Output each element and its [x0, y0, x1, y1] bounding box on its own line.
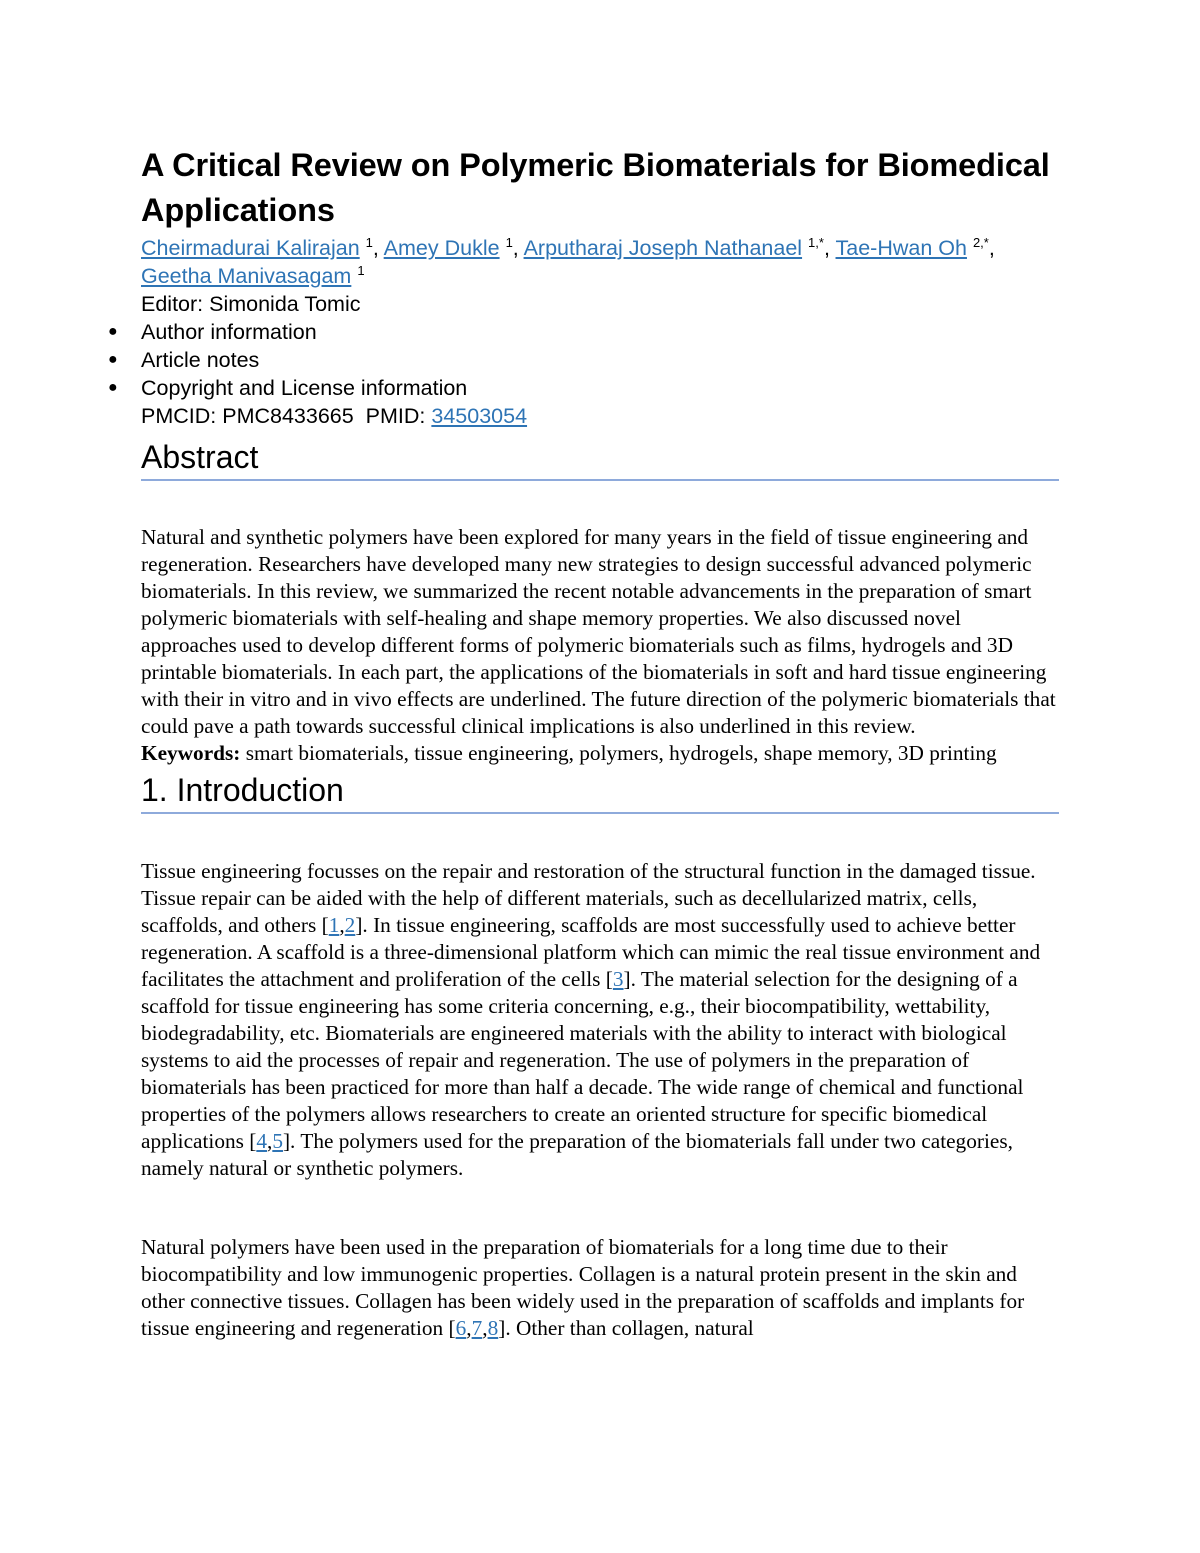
paragraph-text: Tissue engineering focusses on the repair and restoration of the structural function in the damaged tissue. Tissue repair can be aided with the help of different materials, such as decellularized matrix, cells, scaffolds, and others [ [141, 859, 1036, 937]
meta-item-label: Author information [141, 320, 317, 344]
meta-item-label: Article notes [141, 348, 260, 372]
bullet-icon: ● [108, 351, 118, 368]
introduction-paragraph: Tissue engineering focusses on the repair and restoration of the structural function in the damaged tissue. Tissue repair can be aided with the help of different materials, such as decellularized matrix, cells, scaffolds, and others [1,2]. In tissue engineering, scaffolds are most successfully used to achieve better regeneration. A scaffold is a three-dimensional platform which can mimic the real tissue environment and facilitates the attachment and proliferation of the cells [3]. The material selection for the designing of a scaffold for tissue engineering has some criteria concerning, e.g., their biocompatibility, wettability, biodegradability, etc. Biomaterials are engineered materials with the ability to interact with biological systems to aid the processes of repair and regeneration. The use of polymers in the preparation of biomaterials has been practiced for more than half a decade. The wide range of chemical and functional properties of the polymers allows researchers to create an oriented structure for specific biomedical applications [4,5]. The polymers used for the preparation of the biomaterials fall under two categories, namely natural or synthetic polymers. [141, 859, 1041, 1180]
meta-item-label: Copyright and License information [141, 376, 468, 400]
bullet-icon: ● [108, 323, 118, 340]
paragraph-text: ]. The material selection for the designing of a scaffold for tissue engineering has some criteria concerning, e.g., their biocompatibility, wettability, biodegradability, etc. Biomaterials are engineered materials with the ability to interact with biological systems to aid the processes of repair and regeneration. The use of polymers in the preparation of biomaterials has been practiced for more than half a decade. The wide range of chemical and functional properties of the polymers allows researchers to create an oriented structure for specific biomedical applications [ [141, 967, 1024, 1153]
article-title: A Critical Review on Polymeric Biomaterials for Biomedical Applications [141, 147, 1050, 228]
citation-link[interactable]: 2 [344, 913, 356, 937]
citation-link[interactable]: 1 [328, 913, 340, 937]
editor-line: Editor: Simonida Tomic [141, 292, 361, 316]
pmcid: PMCID: PMC8433665 [141, 404, 354, 428]
author-affiliation: 1 [357, 263, 365, 278]
author-information-item[interactable] [108, 318, 1059, 346]
pmid-link[interactable]: 34503054 [431, 404, 528, 428]
author-affiliation: 1 [505, 235, 513, 250]
citation-link[interactable]: 4 [256, 1129, 267, 1153]
citation-link[interactable]: 7 [471, 1316, 483, 1340]
article-notes-item[interactable] [108, 346, 1059, 374]
citation-link[interactable]: 5 [272, 1129, 283, 1153]
article-ids [141, 402, 1059, 430]
author-affiliation: 1,* [808, 235, 824, 250]
citation-link[interactable]: 3 [612, 967, 624, 991]
introduction-heading: 1. Introduction [141, 770, 1059, 814]
abstract-text: Natural and synthetic polymers have been explored for many years in the field of tissue engineering and regeneration. Researchers have developed many new strategies to design successful advanced polymeric biomaterials. In this review, we summarized the recent notable advancements in the preparation of smart polymeric biomaterials with self-healing and shape memory properties. We also discussed novel approaches used to develop different forms of polymeric biomaterials such as films, hydrogels and 3D printable biomaterials. In each part, the applications of the biomaterials in soft and hard tissue engineering with their in vitro and in vivo effects are underlined. The future direction of the polymeric biomaterials that could pave a path towards successful clinical implications is also underlined in this review. [141, 525, 1056, 738]
keywords-label: Keywords: [141, 741, 241, 765]
paragraph-text: ]. The polymers used for the preparation of the biomaterials fall under two categories, namely natural or synthetic polymers. [141, 1129, 1013, 1180]
bullet-icon: ● [108, 379, 118, 396]
author-affiliation: 1 [365, 235, 373, 250]
article-meta-list [108, 318, 1059, 402]
document-page [108, 143, 1059, 1342]
author-link[interactable]: Cheirmadurai Kalirajan [141, 236, 360, 260]
author-link[interactable]: Tae-Hwan Oh [835, 236, 967, 260]
citation-link[interactable]: 8 [487, 1316, 499, 1340]
citation-link[interactable]: 6 [455, 1316, 467, 1340]
paragraph-text: ]. Other than collagen, natural [498, 1316, 754, 1340]
introduction-paragraph: Natural polymers have been used in the preparation of biomaterials for a long time due to their biocompatibility and low immunogenic properties. Collagen is a natural protein present in the skin and other connective tissues. Collagen has been widely used in the preparation of scaffolds and implants for tissue engineering and regeneration [6,7,8]. Other than collagen, natural [141, 1235, 1025, 1340]
author-link[interactable]: Amey Dukle [383, 236, 500, 260]
pmid-label: PMID: [365, 404, 426, 428]
author-list: Cheirmadurai Kalirajan $^1$, Amey Dukle $^1$, Arputharaj Joseph Nathanael $^{1,*}$, Tae-Hwan Oh $^{2,*}$, Geetha Manivasagam $^1$ [141, 235, 995, 288]
paragraph-text: Natural polymers have been used in the preparation of biomaterials for a long time due to their biocompatibility and low immunogenic properties. Collagen is a natural protein present in the skin and other connective tissues. Collagen has been widely used in the preparation of scaffolds and implants for tissue engineering and regeneration [ [141, 1235, 1025, 1340]
author-link[interactable]: Geetha Manivasagam [141, 264, 352, 288]
copyright-license-item[interactable] [108, 374, 1059, 402]
abstract-heading: Abstract [141, 437, 1059, 481]
keywords-list: smart biomaterials, tissue engineering, polymers, hydrogels, shape memory, 3D printing [245, 741, 997, 765]
author-affiliation: 2,* [972, 235, 989, 250]
author-link[interactable]: Arputharaj Joseph Nathanael [523, 236, 803, 260]
keywords [141, 740, 1059, 767]
paragraph-text: ]. In tissue engineering, scaffolds are most successfully used to achieve better regeneration. A scaffold is a three-dimensional platform which can mimic the real tissue environment and facilitates the attachment and proliferation of the cells [ [141, 913, 1041, 991]
